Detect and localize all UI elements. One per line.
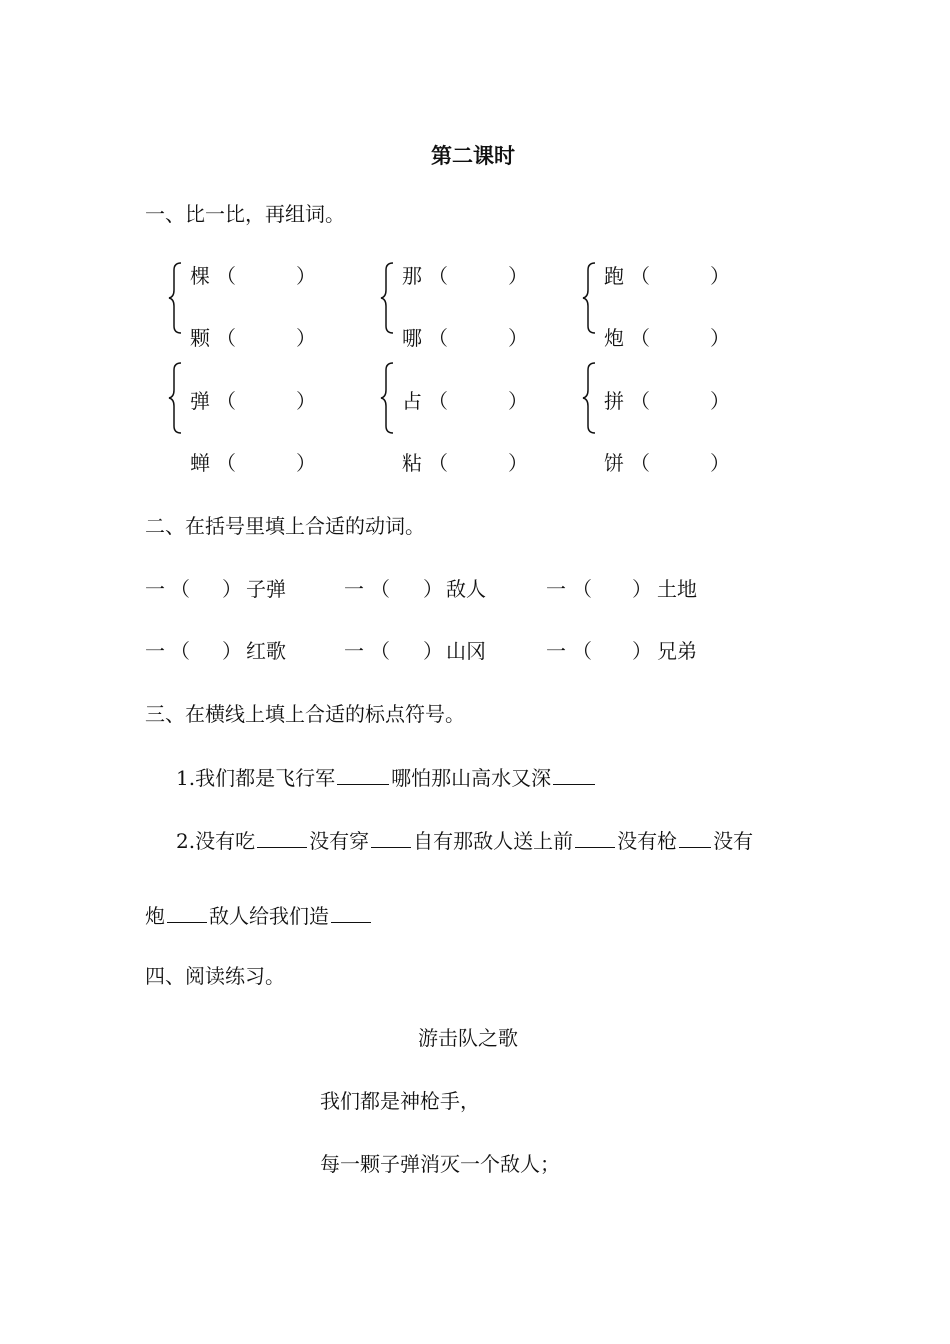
paren-open: （ <box>370 639 390 663</box>
blank-line[interactable] <box>553 764 595 785</box>
punctuation-line-2 <box>176 827 753 853</box>
verb-item: 子弹 <box>246 577 286 601</box>
line-text: 哪怕那山高水又深 <box>391 766 552 790</box>
section3-heading: 三、在横线上填上合适的标点符号。 <box>145 702 465 726</box>
verb-prefix: 一 <box>546 577 566 601</box>
pair-char-top: 棵 <box>190 264 210 288</box>
pair-char-top: 占 <box>402 389 422 413</box>
pair-char-bottom: 蝉 <box>190 451 210 475</box>
paren-close: ） <box>423 577 443 601</box>
paren-open: （ <box>572 639 592 663</box>
poem-title: 游击队之歌 <box>418 1026 518 1050</box>
verb-item: 红歌 <box>246 639 286 663</box>
paren-open: （ <box>630 389 650 413</box>
brace-icon <box>380 262 394 334</box>
paren-close: ） <box>632 577 652 601</box>
paren-open: （ <box>630 451 650 475</box>
paren-close: ） <box>296 389 316 413</box>
line-text: 没有穿 <box>309 829 370 853</box>
line-text: 没有 <box>713 829 754 853</box>
verb-prefix: 一 <box>344 639 364 663</box>
blank-line[interactable] <box>331 902 371 923</box>
paren-open: （ <box>428 451 448 475</box>
line-text: 敌人给我们造 <box>209 904 329 928</box>
pair-char-top: 那 <box>402 264 422 288</box>
pair-char-top: 跑 <box>604 264 624 288</box>
paren-close: ） <box>296 264 316 288</box>
paren-open: （ <box>572 577 592 601</box>
line-text: 炮 <box>145 904 165 928</box>
paren-open: （ <box>216 264 236 288</box>
verb-prefix: 一 <box>145 577 165 601</box>
verb-item: 兄弟 <box>657 639 697 663</box>
paren-open: （ <box>428 389 448 413</box>
blank-line[interactable] <box>257 827 307 848</box>
verb-item: 山冈 <box>446 639 486 663</box>
paren-open: （ <box>216 389 236 413</box>
paren-close: ） <box>632 639 652 663</box>
paren-open: （ <box>630 326 650 350</box>
paren-close: ） <box>508 389 528 413</box>
punctuation-line-3 <box>145 902 373 928</box>
paren-open: （ <box>170 639 190 663</box>
section4-heading: 四、阅读练习。 <box>145 964 285 988</box>
brace-icon <box>582 362 596 434</box>
pair-char-bottom: 炮 <box>604 326 624 350</box>
blank-line[interactable] <box>371 827 411 848</box>
section1-heading: 一、比一比，再组词。 <box>145 202 345 226</box>
blank-line[interactable] <box>337 764 389 785</box>
line-text: 自有那敌人送上前 <box>413 829 574 853</box>
brace-icon <box>168 362 182 434</box>
paren-open: （ <box>170 577 190 601</box>
poem-line: 每一颗子弹消灭一个敌人； <box>320 1152 560 1176</box>
paren-open: （ <box>630 264 650 288</box>
verb-prefix: 一 <box>344 577 364 601</box>
poem-line: 我们都是神枪手， <box>320 1089 480 1113</box>
section2-heading: 二、在括号里填上合适的动词。 <box>145 514 425 538</box>
pair-char-bottom: 饼 <box>604 451 624 475</box>
paren-close: ） <box>508 264 528 288</box>
paren-open: （ <box>428 264 448 288</box>
paren-open: （ <box>428 326 448 350</box>
paren-close: ） <box>710 264 730 288</box>
pair-char-top: 拼 <box>604 389 624 413</box>
paren-open: （ <box>370 577 390 601</box>
paren-close: ） <box>508 451 528 475</box>
pair-char-bottom: 粘 <box>402 451 422 475</box>
blank-line[interactable] <box>679 827 711 848</box>
paren-close: ） <box>710 451 730 475</box>
brace-icon <box>380 362 394 434</box>
verb-prefix: 一 <box>546 639 566 663</box>
brace-icon <box>168 262 182 334</box>
paren-close: ） <box>423 639 443 663</box>
blank-line[interactable] <box>575 827 615 848</box>
verb-item: 土地 <box>657 577 697 601</box>
paren-close: ） <box>296 326 316 350</box>
verb-prefix: 一 <box>145 639 165 663</box>
paren-close: ） <box>296 451 316 475</box>
brace-icon <box>582 262 596 334</box>
paren-close: ） <box>710 389 730 413</box>
paren-close: ） <box>710 326 730 350</box>
paren-close: ） <box>222 577 242 601</box>
verb-item: 敌人 <box>446 577 486 601</box>
blank-line[interactable] <box>167 902 207 923</box>
pair-char-bottom: 颗 <box>190 326 210 350</box>
punctuation-line-1 <box>176 764 597 790</box>
paren-open: （ <box>216 326 236 350</box>
paren-close: ） <box>508 326 528 350</box>
line-text: 1.我们都是飞行军 <box>176 766 336 790</box>
pair-char-bottom: 哪 <box>402 326 422 350</box>
line-text: 没有枪 <box>617 829 678 853</box>
line-text: 2.没有吃 <box>176 829 256 853</box>
page-title: 第二课时 <box>431 143 515 168</box>
paren-close: ） <box>222 639 242 663</box>
paren-open: （ <box>216 451 236 475</box>
pair-char-top: 弹 <box>190 389 210 413</box>
